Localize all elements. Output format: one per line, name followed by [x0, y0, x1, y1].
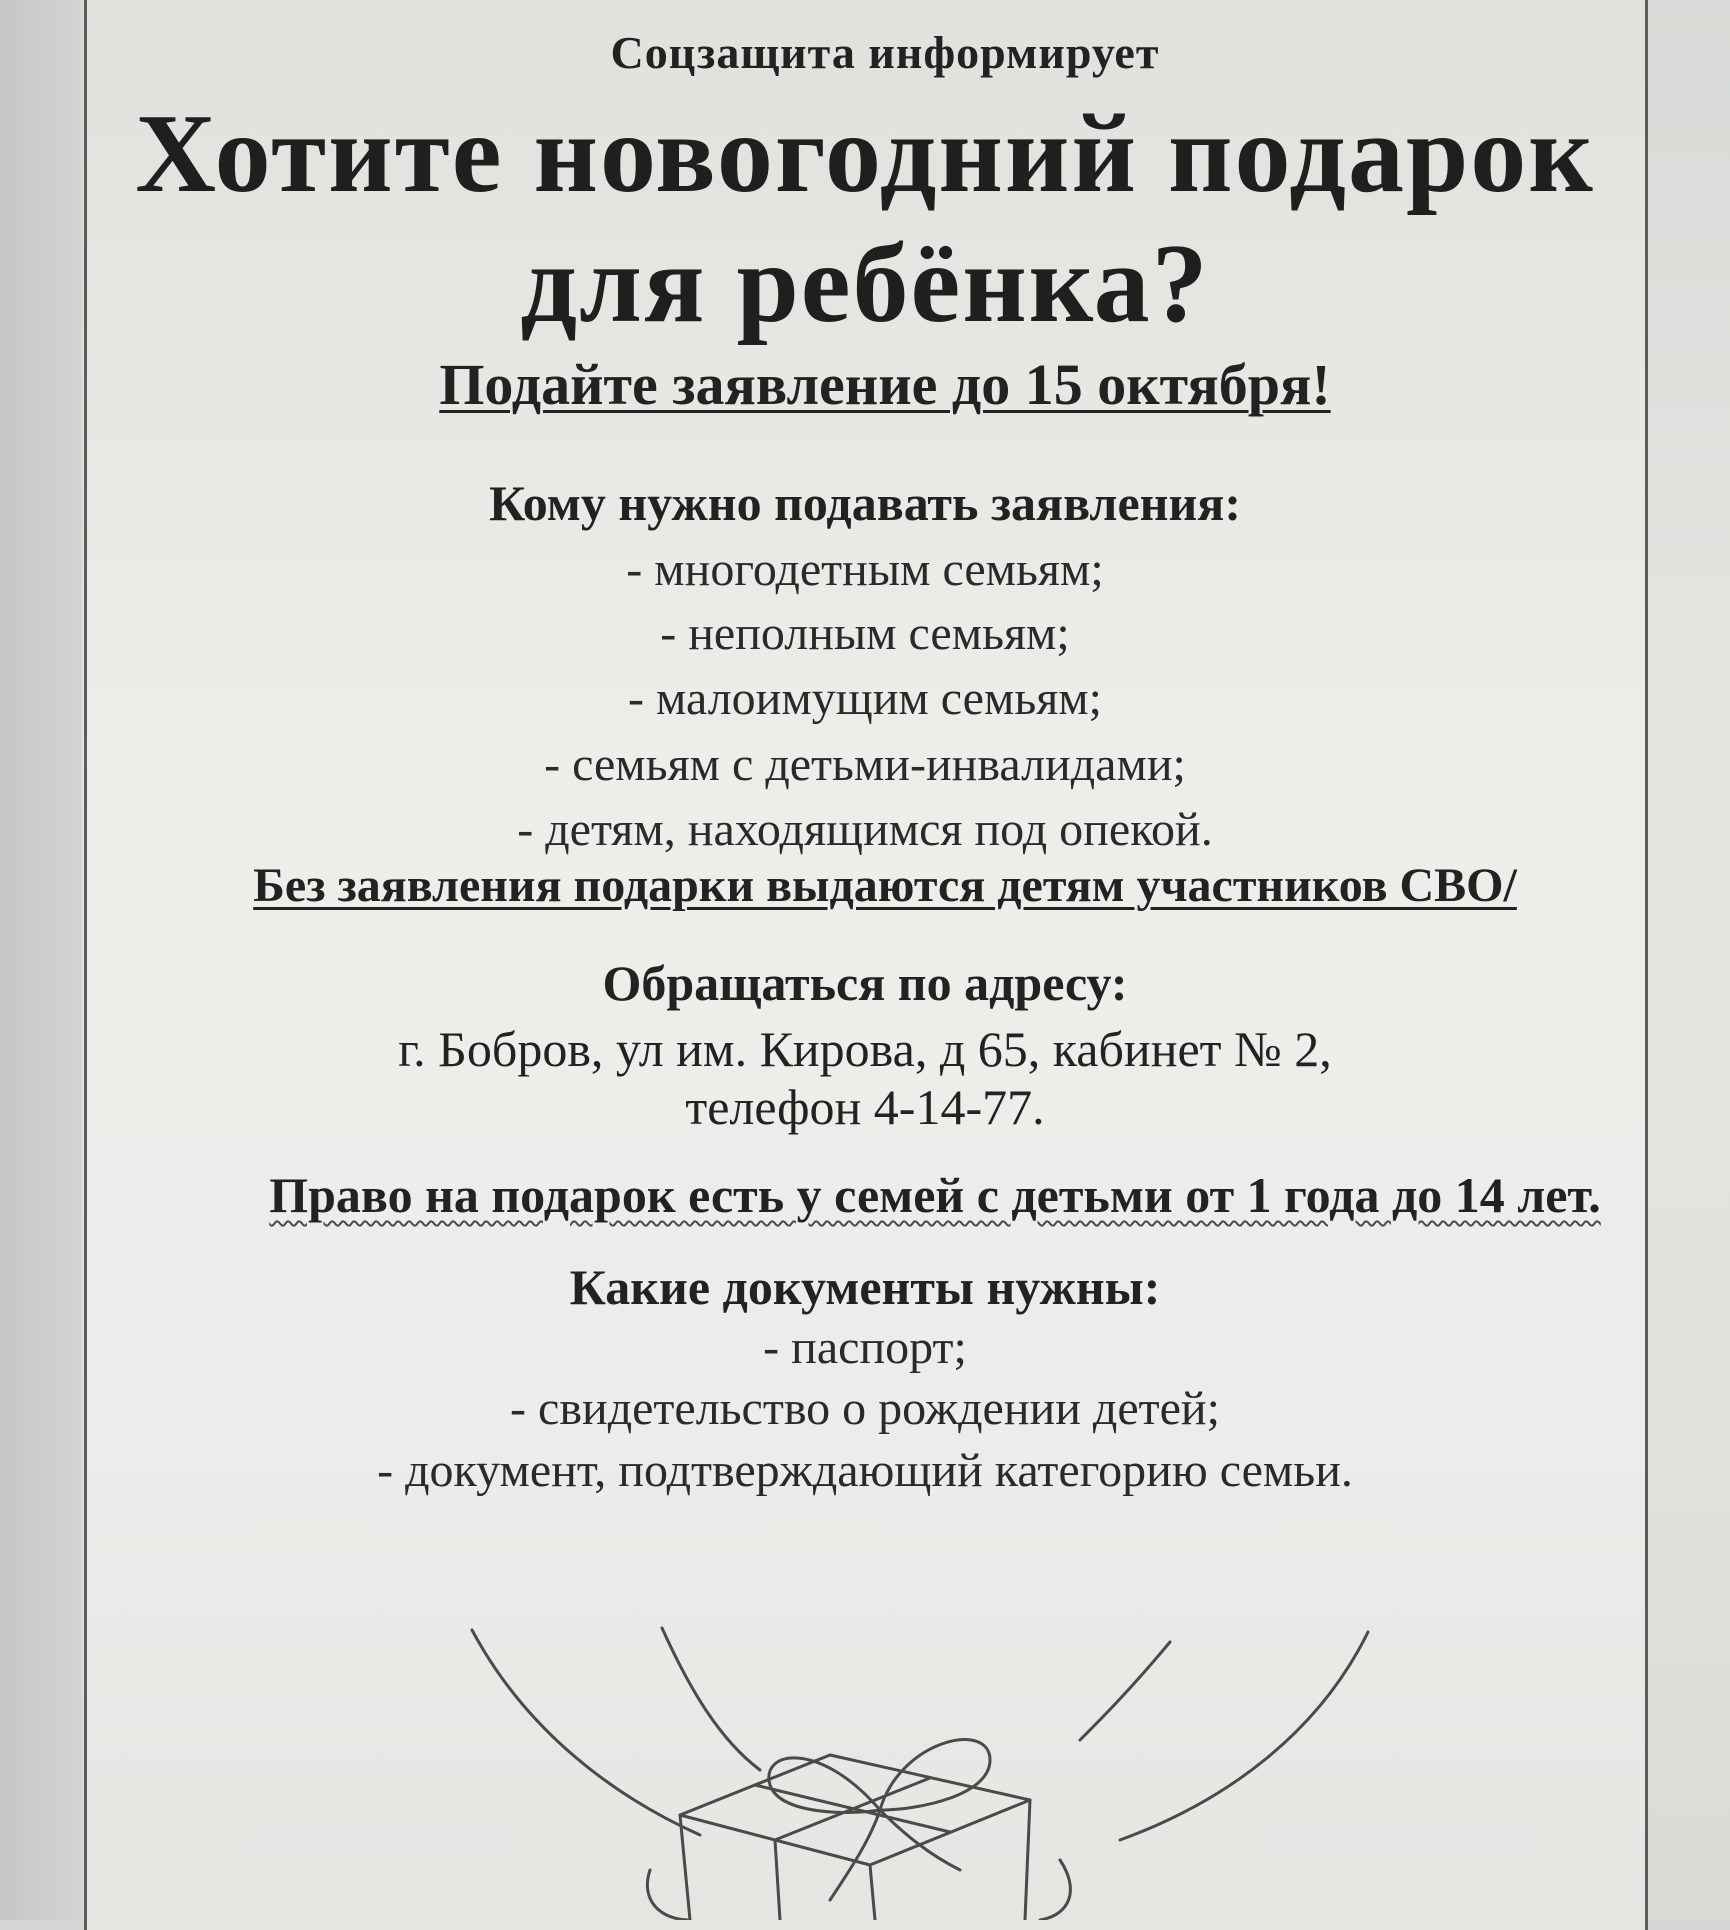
who-list-item: - многодетным семьям;	[626, 543, 1104, 596]
address-heading: Обращаться по адресу:	[602, 955, 1128, 1011]
docs-list-item: - паспорт;	[763, 1321, 967, 1374]
who-list-item: - детям, находящимся под опекой.	[517, 803, 1213, 856]
gift-box-hands-icon	[0, 1600, 1730, 1920]
title-line-2: для ребёнка?	[520, 222, 1210, 346]
docs-list-item: - документ, подтверждающий категорию семьи.	[377, 1444, 1353, 1497]
notice-header: Соцзащита информирует	[610, 27, 1160, 78]
eligibility-note-text: Право на подарок есть у семей с детьми от 1 года до 14 лет.	[269, 1167, 1601, 1223]
svo-note	[0, 859, 1730, 912]
who-list-item: - малоимущим семьям;	[627, 672, 1103, 725]
address-text: г. Бобров, ул им. Кирова, д 65, кабинет № 2,	[398, 1021, 1332, 1077]
who-list-item: - неполным семьям;	[660, 607, 1070, 660]
who-list-item: - семьям с детьми-инвалидами;	[544, 738, 1186, 791]
eligibility-note	[0, 1167, 1730, 1223]
deadline-notice	[0, 352, 1730, 417]
phone-text: телефон 4-14-77.	[685, 1079, 1045, 1135]
docs-list-item: - свидетельство о рождении детей;	[510, 1382, 1220, 1435]
who-heading: Кому нужно подавать заявления:	[488, 475, 1241, 531]
deadline-text: Подайте заявление до 15 октября!	[439, 352, 1331, 417]
docs-heading: Какие документы нужны:	[569, 1259, 1161, 1315]
svo-note-text: Без заявления подарки выдаются детям участников СВО/	[253, 859, 1517, 912]
title-line-1: Хотите новогодний подарок	[135, 92, 1595, 216]
